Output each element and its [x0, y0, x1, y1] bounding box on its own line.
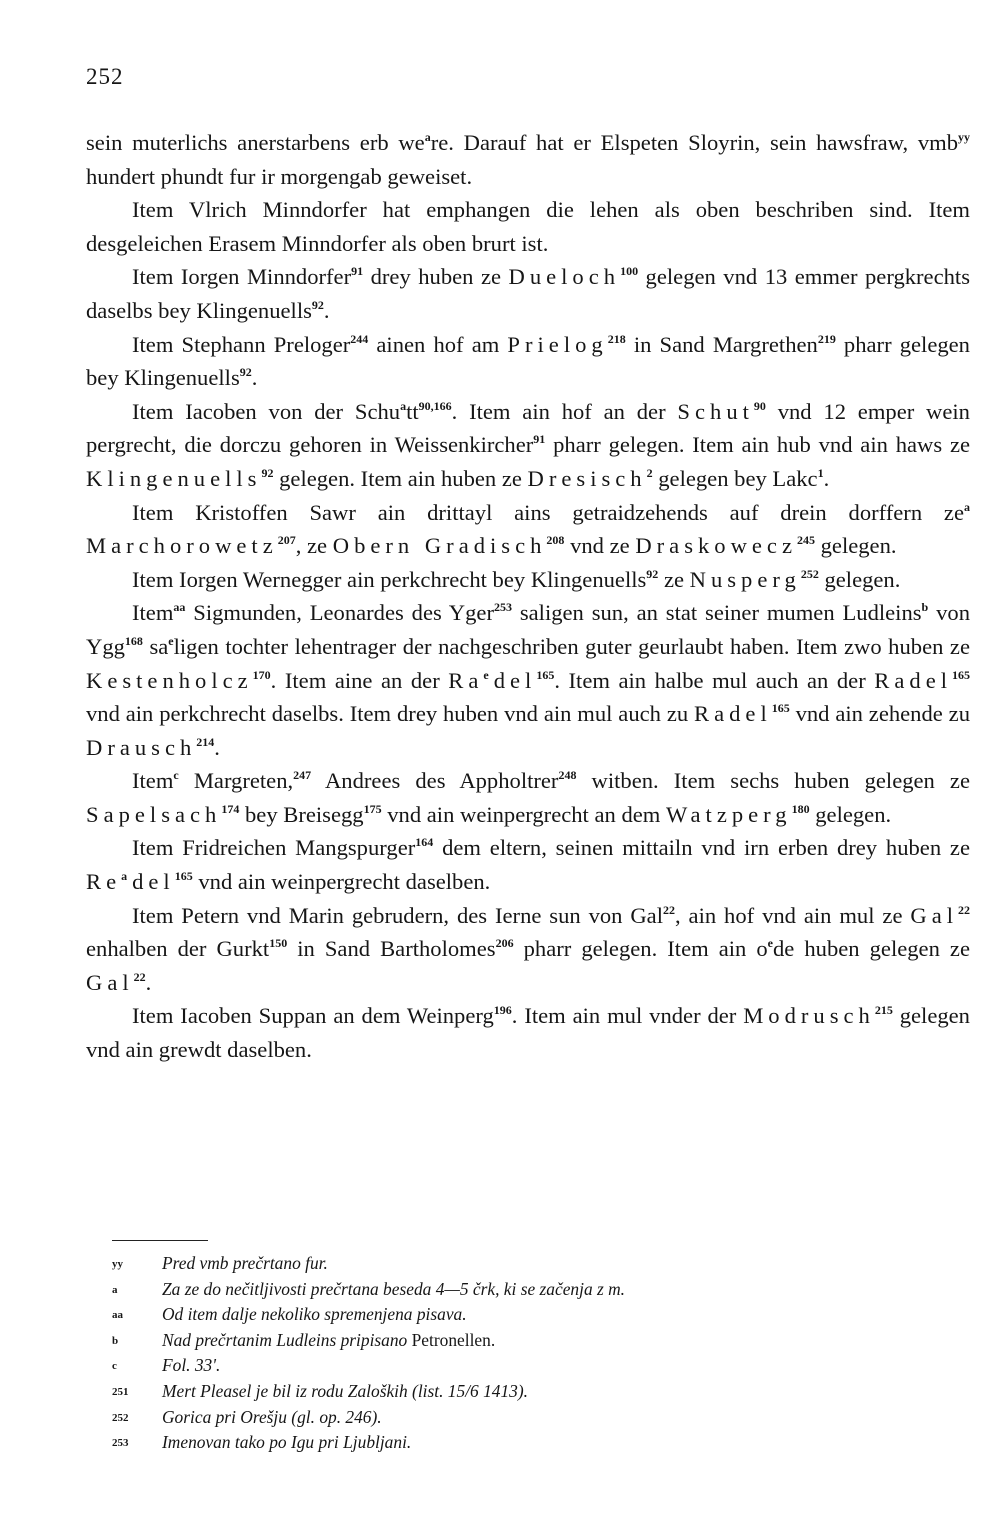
paragraph-8: Item$^{aa}$ Sigmunden, Leonardes des Yger$^{253}$ saligen sun, an stat seiner mumen Ludleins$^b$ von Ygg$^{168}$ $sa^eligen$ tochter lehentrager der nachgeschriben guter geurlaubt haben. Item zwo huben ze Kestenholcz$^{170}$. Item aine an der Ra$^e$del$^{165}$. Item ain halbe mul auch an der Radel$^{165}$ vnd ain perkchrecht daselbs. Item drey huben vnd ain mul auch zu Radel$^{165}$ vnd ain zehende zu Drausch$^{214}$. — [86, 600, 970, 760]
place-name: Schut — [677, 398, 754, 424]
place-name: Re$^a$del — [86, 869, 175, 895]
place-name: Dresisch — [527, 465, 647, 491]
place-name: Obern Gradisch — [332, 533, 547, 559]
place-name: Radel — [694, 701, 772, 727]
paragraph-1: sein muterlichs anerstarbens erb $we^are$. Darauf hat er Elspeten Sloyrin, sein hawsfraw, vmb$^{yy}$ hundert phundt fur ir morgengab geweiset. — [86, 130, 971, 189]
paragraph-11: Item Petern vnd Marin gebrudern, des Ierne sun von Gal$^{22}$, ain hof vnd ain mul ze Gal$^{22}$ enhalben der Gurkt$^{150}$ in Sand Bartholomes$^{206}$ pharr gelegen. Item ain $o^ede$ huben gelegen ze Gal$^{22}$. — [86, 902, 970, 995]
paragraph-4: Item Stephann Preloger$^{244}$ ainen hof am Prielog$^{218}$ in Sand Margrethen$^{219}$ pharr gelegen bey Klingenuells$^{92}$. — [86, 331, 970, 391]
paragraph-5: Item Iacoben von der Schu$^a$tt$^{90,166}$. Item ain hof an der Schut$^{90}$ vnd 12 emper wein pergrecht, die dorczu gehoren in Weissenkircher$^{91}$ pharr gelegen. Item ain hub vnd ain haws ze Klingenuells$^{92}$ gelegen. Item ain huben ze Dresisch$^2$ gelegen bey Lakc$^1$. — [86, 398, 970, 491]
place-name: Drausch — [86, 734, 197, 760]
page-number: 252 — [86, 64, 124, 89]
paragraph-9: Item$^c$ Margreten,$^{247}$ Andrees des Appholtrer$^{248}$ witben. Item sechs huben gelegen ze Sapelsach$^{174}$ bey Breisegg$^{175}$ vnd ain weinpergrecht an dem Watzperg$^{180}$ gelegen. — [86, 768, 970, 827]
place-name: Modrusch — [743, 1003, 875, 1029]
paragraph-12: Item Iacoben Suppan an dem Weinperg$^{196}$. Item ain mul vnder der Modrusch$^{215}$ gelegen vnd ain grewdt daselben. — [86, 1003, 970, 1063]
place-name: Dueloch — [508, 264, 621, 290]
place-name: Prielog — [507, 331, 608, 357]
footnote: yy Pred vmb prečrtano fur. — [112, 1253, 328, 1273]
footnote: b Nad prečrtanim Ludleins pripisano Petronellen. — [112, 1329, 496, 1350]
place-name: Watzperg — [666, 801, 792, 827]
footnote: 252 Gorica pri Orešju (gl. op. 246). — [112, 1406, 382, 1427]
footnote-rule — [112, 1240, 208, 1241]
place-name: Klingenuells — [86, 465, 262, 491]
paragraph-7: Item Iorgen Wernegger ain perkchrecht bey Klingenuells$^{92}$ ze Nusperg$^{252}$ gelegen. — [132, 566, 901, 592]
main-text — [86, 126, 970, 1067]
footnote: aa Od item dalje nekoliko spremenjena pisava. — [112, 1304, 467, 1325]
place-name: Draskowecz — [635, 533, 797, 559]
footnote: 253 Imenovan tako po Igu pri Ljubljani. — [112, 1432, 412, 1453]
place-name: Kestenholcz — [86, 667, 253, 693]
place-name: Gal — [86, 969, 134, 995]
footnote: c Fol. 33'. — [112, 1355, 221, 1376]
place-name: Ra$^e$del — [448, 667, 537, 693]
place-name: Radel — [874, 667, 952, 693]
footnotes — [112, 1251, 972, 1456]
place-name: Gal — [910, 902, 958, 928]
paragraph-10: Item Fridreichen Mangspurger$^{164}$ dem eltern, seinen mittailn vnd irn erben drey huben ze Re$^a$del$^{165}$ vnd ain weinpergrecht daselben. — [86, 835, 970, 895]
footnote: 251 Mert Pleasel je bil iz rodu Zaloških (list. 15/6 1413). — [112, 1380, 528, 1401]
paragraph-2: Item Vlrich Minndorfer hat emphangen die lehen als oben beschriben sind. Item desgeleichen Erasem Minndorfer als oben brurt ist. — [86, 197, 970, 256]
place-name: Marchorowetz — [86, 533, 278, 559]
footnote: a Za ze do nečitljivosti prečrtana beseda 4—5 črk, ki se začenja z m. — [112, 1278, 626, 1299]
place-name: Nusperg — [689, 566, 801, 592]
paragraph-6: Item Kristoffen Sawr ain drittayl ains getraidzehends auf drein dorffern $ze^a$ Marchorowetz$^{207}$, ze Obern Gradisch$^{208}$ vnd ze Draskowecz$^{245}$ gelegen. — [86, 499, 970, 559]
place-name: Sapelsach — [86, 801, 222, 827]
paragraph-3: Item Iorgen Minndorfer$^{91}$ drey huben ze Dueloch$^{100}$ gelegen vnd 13 emmer pergkrechts daselbs bey Klingenuells$^{92}$. — [86, 264, 970, 323]
